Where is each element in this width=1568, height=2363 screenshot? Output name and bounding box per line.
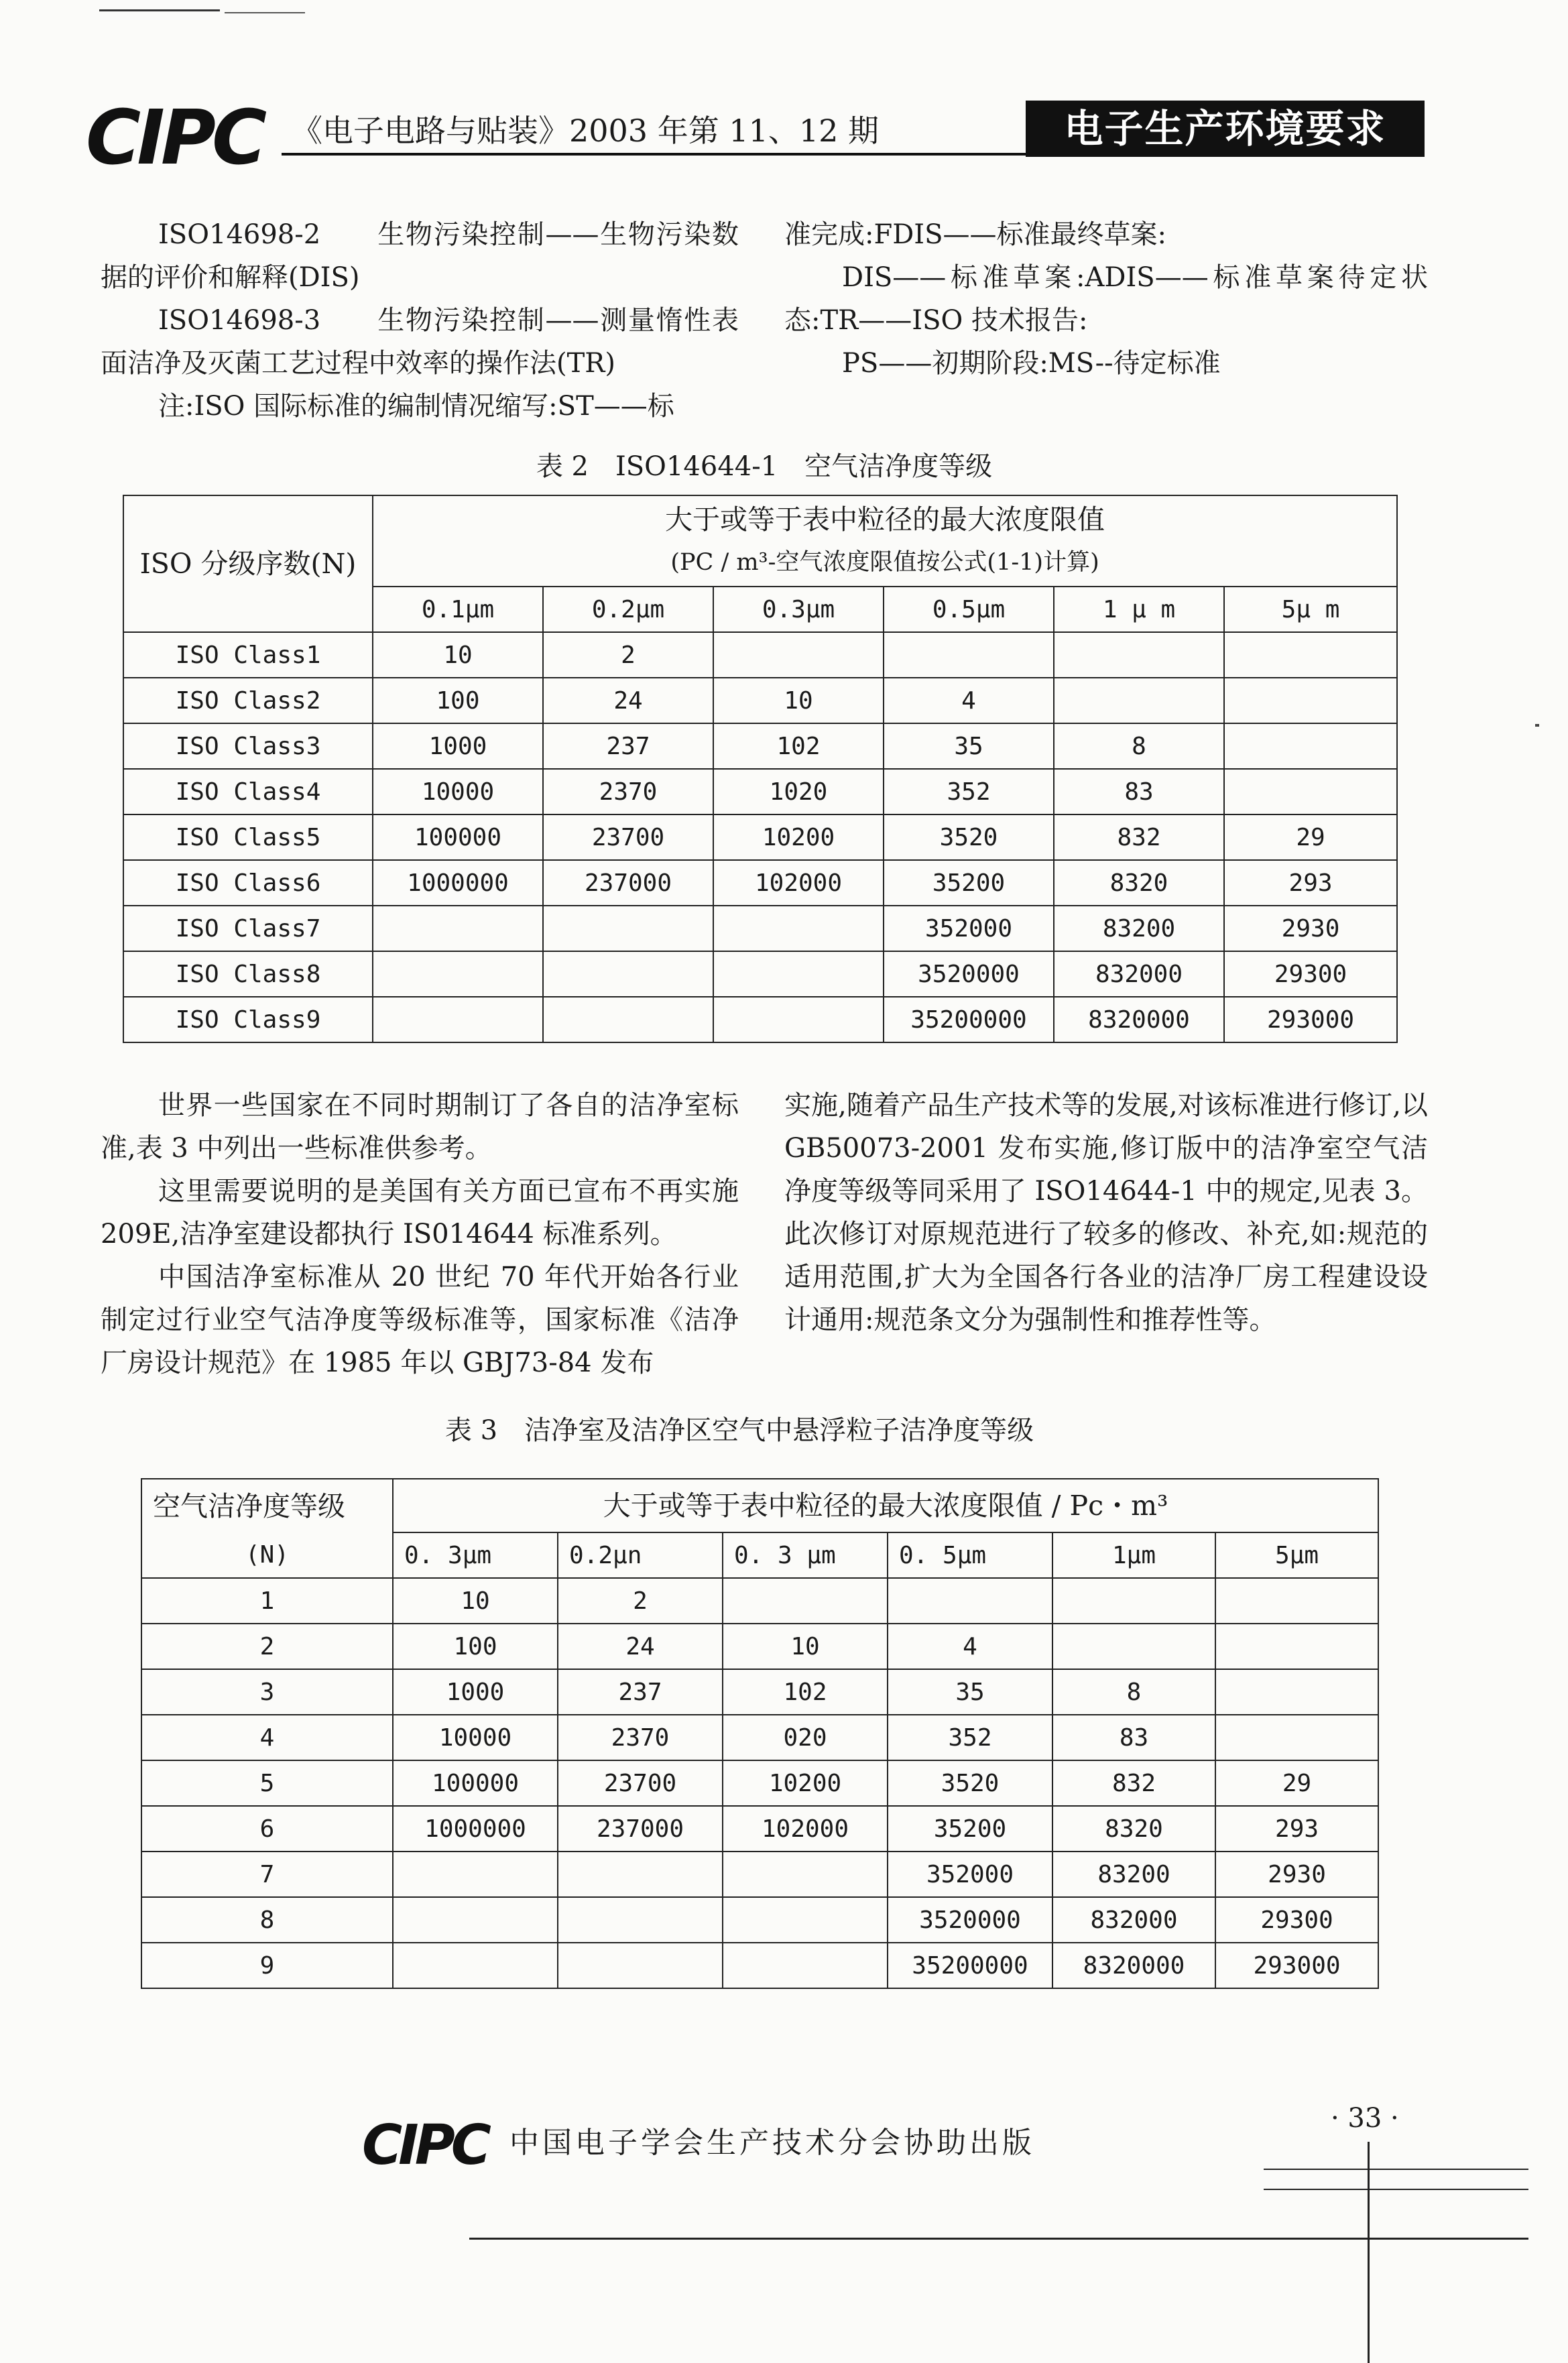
value-cell: 102000: [723, 1806, 888, 1852]
value-cell: 100: [373, 678, 543, 723]
table-row: [123, 860, 1397, 906]
value-cell: 102: [723, 1669, 888, 1715]
row-label-cell: ISO Class8: [123, 951, 373, 997]
row-label-cell: 1: [141, 1578, 393, 1624]
table3-col-header: 5μm: [1215, 1532, 1378, 1578]
row-label-cell: ISO Class5: [123, 814, 373, 860]
value-cell: 1000000: [393, 1806, 558, 1852]
value-cell: 2930: [1215, 1852, 1378, 1897]
left-column-mid: [101, 1084, 739, 1384]
value-cell: 100: [393, 1624, 558, 1669]
value-cell: 020: [723, 1715, 888, 1760]
value-cell: [723, 1943, 888, 1988]
paragraph: 实施,随着产品生产技术等的发展,对该标准进行修订,以 GB50073-2001 发布实施,修订版中的洁净室空气洁净度等级等同采用了 ISO14644-1 中的规定,见表 3。此次修订对原规范进行了较多的修改、补充,如:规范的适用范围,扩大为全国各行各业的洁净厂房工程建设设计通用:规范条文分为强制性和推荐性等。: [784, 1090, 1428, 1335]
footer-vertical-rule: [1368, 2142, 1370, 2363]
row-label-cell: 8: [141, 1897, 393, 1943]
value-cell: [543, 997, 713, 1042]
value-cell: 29: [1224, 814, 1397, 860]
footer-bottom-rule: [469, 2238, 1528, 2240]
value-cell: 293000: [1224, 997, 1397, 1042]
value-cell: 352: [888, 1715, 1052, 1760]
value-cell: 35: [884, 723, 1054, 769]
value-cell: 29300: [1215, 1897, 1378, 1943]
value-cell: 10000: [373, 769, 543, 814]
row-label-cell: 3: [141, 1669, 393, 1715]
table3: [141, 1478, 1379, 1989]
value-cell: 23700: [543, 814, 713, 860]
value-cell: [713, 997, 884, 1042]
value-cell: 3520000: [884, 951, 1054, 997]
value-cell: [558, 1943, 723, 1988]
row-label-cell: 6: [141, 1806, 393, 1852]
value-cell: [1215, 1669, 1378, 1715]
table-row: [123, 997, 1397, 1042]
value-cell: [1215, 1715, 1378, 1760]
value-cell: 29: [1215, 1760, 1378, 1806]
value-cell: 237000: [558, 1806, 723, 1852]
table2-body: [123, 632, 1397, 1042]
value-cell: [723, 1578, 888, 1624]
value-cell: 102000: [713, 860, 884, 906]
value-cell: [713, 951, 884, 997]
value-cell: [1224, 769, 1397, 814]
value-cell: 352: [884, 769, 1054, 814]
row-label-cell: ISO Class2: [123, 678, 373, 723]
row-label-cell: 4: [141, 1715, 393, 1760]
value-cell: 1020: [713, 769, 884, 814]
row-label-cell: ISO Class4: [123, 769, 373, 814]
value-cell: [1052, 1578, 1215, 1624]
table3-caption: 表 3 洁净室及洁净区空气中悬浮粒子洁净度等级: [444, 1415, 1034, 1446]
table3-col-header: 0. 3μm: [393, 1532, 558, 1578]
value-cell: 3520000: [888, 1897, 1052, 1943]
value-cell: [1224, 678, 1397, 723]
value-cell: 293000: [1215, 1943, 1378, 1988]
table-row: [123, 906, 1397, 951]
left-column-top: [101, 213, 739, 428]
table2: [123, 495, 1398, 1043]
value-cell: 237000: [543, 860, 713, 906]
value-cell: [373, 951, 543, 997]
paragraph: ISO14698-2 生物污染控制——生物污染数据的评价和解释(DIS): [101, 219, 739, 293]
row-label-cell: 2: [141, 1624, 393, 1669]
journal-title: 《电子电路与贴装》2003 年第 11、12 期: [292, 113, 879, 149]
table-row: [141, 1578, 1378, 1624]
value-cell: 3520: [888, 1760, 1052, 1806]
table3-col-header: 0. 3 μm: [723, 1532, 888, 1578]
value-cell: 24: [543, 678, 713, 723]
value-cell: [393, 1852, 558, 1897]
value-cell: 237: [558, 1669, 723, 1715]
value-cell: 35: [888, 1669, 1052, 1715]
value-cell: 10200: [723, 1760, 888, 1806]
table3-col-header: 0. 5μm: [888, 1532, 1052, 1578]
row-label-cell: ISO Class1: [123, 632, 373, 678]
paragraph: PS——初期阶段:MS--待定标准: [842, 348, 1221, 379]
table2-caption: 表 2 ISO14644-1 空气洁净度等级: [536, 451, 993, 482]
value-cell: 352000: [884, 906, 1054, 951]
paragraph: 注:ISO 国际标准的编制情况缩写:ST——标: [158, 391, 674, 422]
value-cell: 35200: [888, 1806, 1052, 1852]
value-cell: [1215, 1624, 1378, 1669]
table-row: [123, 678, 1397, 723]
table3-row-header: 空气洁净度等级: [141, 1479, 393, 1532]
value-cell: 23700: [558, 1760, 723, 1806]
value-cell: [723, 1852, 888, 1897]
value-cell: [393, 1897, 558, 1943]
row-label-cell: 5: [141, 1760, 393, 1806]
table3-col-header: 0.2μn: [558, 1532, 723, 1578]
value-cell: [723, 1897, 888, 1943]
paragraph: ISO14698-3 生物污染控制——测量惰性表面洁净及灭菌工艺过程中效率的操作法(TR): [101, 305, 739, 379]
table2-col-header: 5μ m: [1224, 587, 1397, 632]
row-label-cell: ISO Class6: [123, 860, 373, 906]
value-cell: [543, 906, 713, 951]
value-cell: 83: [1054, 769, 1224, 814]
paragraph: 中国洁净室标准从 20 世纪 70 年代开始各行业制定过行业空气洁净度等级标准等，国家标准《洁净厂房设计规范》在 1985 年以 GBJ73-84 发布: [101, 1262, 739, 1378]
value-cell: 2370: [543, 769, 713, 814]
table2-row-header: ISO 分级序数(N): [123, 495, 373, 632]
table2-group-title: 大于或等于表中粒径的最大浓度限值: [665, 503, 1105, 536]
value-cell: 237: [543, 723, 713, 769]
table-row: [141, 1943, 1378, 1988]
page-number: · 33 ·: [1331, 2103, 1399, 2134]
right-column-top: [784, 213, 1428, 385]
value-cell: [713, 906, 884, 951]
table-row: [123, 814, 1397, 860]
value-cell: [373, 997, 543, 1042]
table2-group-header: [373, 495, 1397, 587]
table3-body: [141, 1578, 1378, 1988]
row-label-cell: ISO Class7: [123, 906, 373, 951]
value-cell: [1054, 678, 1224, 723]
header-rule: [282, 153, 1059, 156]
value-cell: 100000: [373, 814, 543, 860]
paragraph: 这里需要说明的是美国有关方面已宣布不再实施 209E,洁净室建设都执行 IS014644 标准系列。: [101, 1176, 739, 1250]
edge-mark: [1535, 724, 1539, 727]
row-label-cell: ISO Class9: [123, 997, 373, 1042]
row-label-cell: 7: [141, 1852, 393, 1897]
value-cell: 832: [1054, 814, 1224, 860]
value-cell: 2: [558, 1578, 723, 1624]
table-row: [141, 1715, 1378, 1760]
table2-group-subtitle: (PC / m³-空气浓度限值按公式(1-1)计算): [670, 549, 1099, 576]
value-cell: 3520: [884, 814, 1054, 860]
table-row: [141, 1669, 1378, 1715]
value-cell: [1224, 632, 1397, 678]
table3-row-header-sub: (N): [141, 1532, 393, 1578]
row-label-cell: 9: [141, 1943, 393, 1988]
top-rule-short: [225, 12, 305, 13]
value-cell: [543, 951, 713, 997]
value-cell: 10: [373, 632, 543, 678]
value-cell: 832: [1052, 1760, 1215, 1806]
table-row: [141, 1852, 1378, 1897]
footer-text: 中国电子学会生产技术分会协助出版: [509, 2126, 1035, 2160]
value-cell: 2930: [1224, 906, 1397, 951]
value-cell: 8320: [1054, 860, 1224, 906]
value-cell: 24: [558, 1624, 723, 1669]
value-cell: [393, 1943, 558, 1988]
value-cell: [1215, 1578, 1378, 1624]
value-cell: 4: [888, 1624, 1052, 1669]
table3-col-header: 1μm: [1052, 1532, 1215, 1578]
table2-col-header: 0.3μm: [713, 587, 884, 632]
value-cell: 4: [884, 678, 1054, 723]
value-cell: 2: [543, 632, 713, 678]
value-cell: 832000: [1052, 1897, 1215, 1943]
table2-col-header: 0.1μm: [373, 587, 543, 632]
paragraph: 准完成:FDIS——标准最终草案:: [784, 219, 1166, 250]
table2-col-header: 0.5μm: [884, 587, 1054, 632]
value-cell: 35200000: [888, 1943, 1052, 1988]
value-cell: 83200: [1052, 1852, 1215, 1897]
value-cell: 8: [1054, 723, 1224, 769]
table3-group-header: 大于或等于表中粒径的最大浓度限值 / Pc・m³: [393, 1479, 1378, 1532]
value-cell: 83200: [1054, 906, 1224, 951]
value-cell: 102: [713, 723, 884, 769]
value-cell: [884, 632, 1054, 678]
value-cell: 35200: [884, 860, 1054, 906]
right-column-mid: [784, 1084, 1428, 1341]
value-cell: 100000: [393, 1760, 558, 1806]
value-cell: 352000: [888, 1852, 1052, 1897]
value-cell: 8: [1052, 1669, 1215, 1715]
table-row: [141, 1624, 1378, 1669]
value-cell: 29300: [1224, 951, 1397, 997]
value-cell: 2370: [558, 1715, 723, 1760]
table-row: [141, 1897, 1378, 1943]
value-cell: 8320: [1052, 1806, 1215, 1852]
table-row: [123, 769, 1397, 814]
value-cell: 832000: [1054, 951, 1224, 997]
value-cell: [1052, 1624, 1215, 1669]
value-cell: [888, 1578, 1052, 1624]
table-row: [123, 632, 1397, 678]
table2-col-header: 0.2μm: [543, 587, 713, 632]
table2-col-header: 1 μ m: [1054, 587, 1224, 632]
footer-cipc-logo: CIPC: [362, 2114, 487, 2177]
footer-rule: [1264, 2169, 1528, 2170]
value-cell: 1000: [393, 1669, 558, 1715]
value-cell: 10200: [713, 814, 884, 860]
table-row: [123, 951, 1397, 997]
value-cell: [1224, 723, 1397, 769]
table-row: [123, 723, 1397, 769]
value-cell: 83: [1052, 1715, 1215, 1760]
value-cell: 8320000: [1052, 1943, 1215, 1988]
value-cell: 10: [723, 1624, 888, 1669]
table-row: [141, 1760, 1378, 1806]
value-cell: 8320000: [1054, 997, 1224, 1042]
paragraph: DIS——标准草案:ADIS——标准草案待定状态:TR——ISO 技术报告:: [784, 262, 1428, 336]
value-cell: 293: [1215, 1806, 1378, 1852]
value-cell: 293: [1224, 860, 1397, 906]
value-cell: [713, 632, 884, 678]
top-rule: [99, 9, 220, 11]
value-cell: [1054, 632, 1224, 678]
value-cell: 1000: [373, 723, 543, 769]
value-cell: 10: [393, 1578, 558, 1624]
value-cell: 35200000: [884, 997, 1054, 1042]
value-cell: [373, 906, 543, 951]
value-cell: 10: [713, 678, 884, 723]
value-cell: [558, 1897, 723, 1943]
row-label-cell: ISO Class3: [123, 723, 373, 769]
cipc-logo: CIPC: [86, 95, 263, 182]
value-cell: 10000: [393, 1715, 558, 1760]
footer-rule: [1264, 2189, 1528, 2190]
value-cell: 1000000: [373, 860, 543, 906]
table-row: [141, 1806, 1378, 1852]
section-title: 电子生产环境要求: [1026, 101, 1425, 157]
paragraph: 世界一些国家在不同时期制订了各自的洁净室标准,表 3 中列出一些标准供参考。: [101, 1090, 739, 1164]
value-cell: [558, 1852, 723, 1897]
